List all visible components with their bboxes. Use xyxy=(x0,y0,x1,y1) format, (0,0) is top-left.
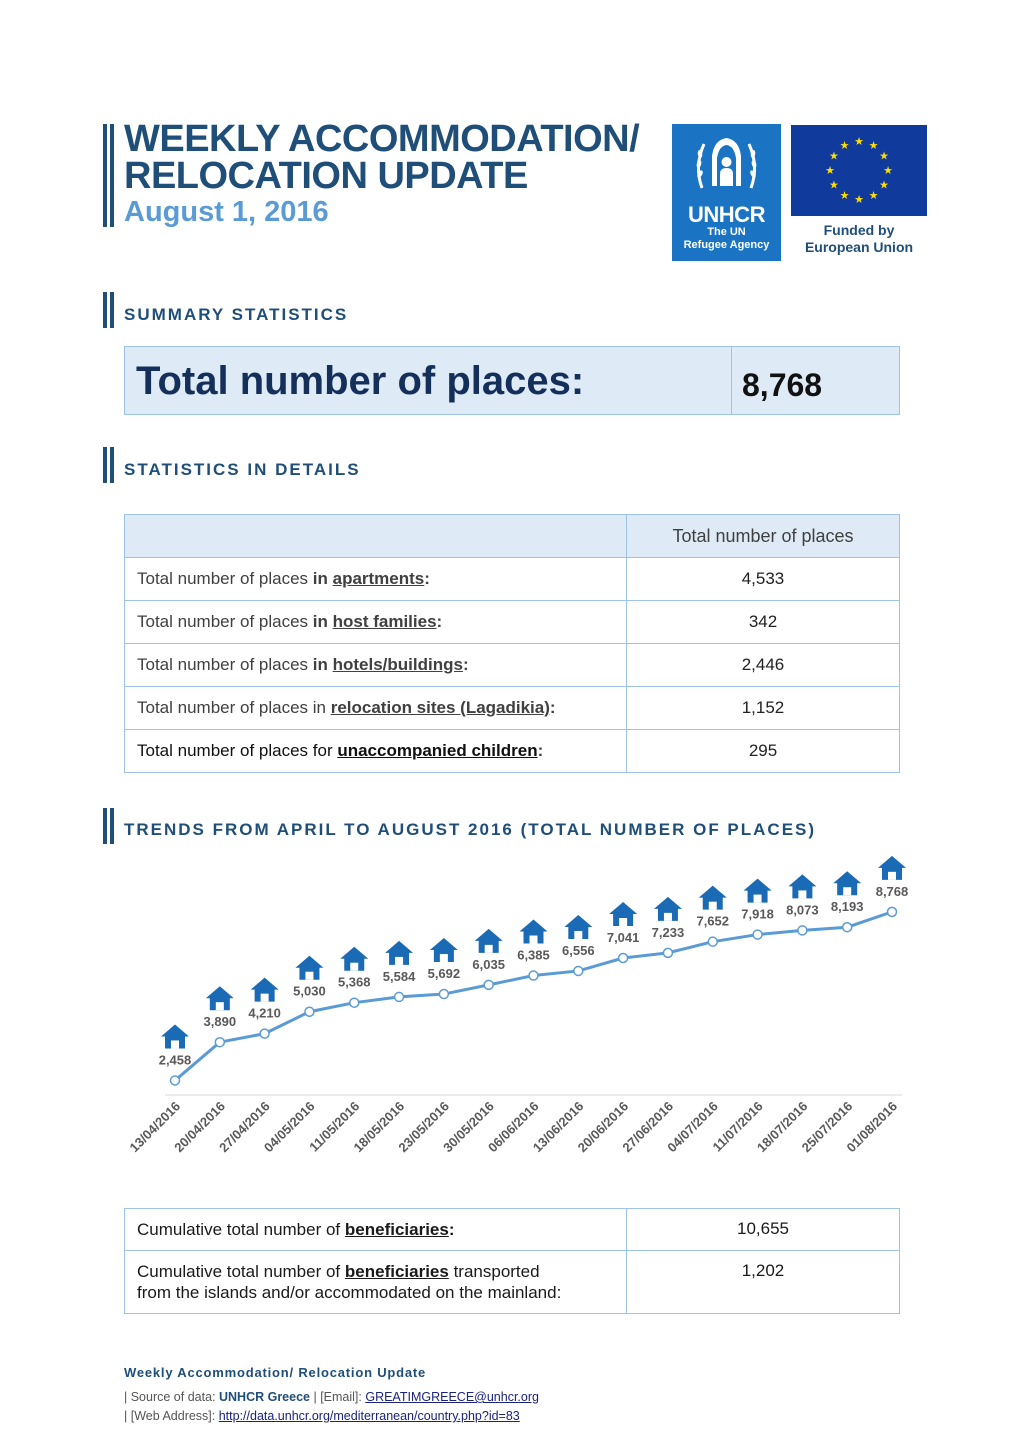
house-door-icon xyxy=(888,872,896,880)
data-label: 7,918 xyxy=(741,906,774,922)
data-label: 7,233 xyxy=(651,924,685,940)
house-door-icon xyxy=(171,1040,179,1048)
x-tick-label: 18/05/2016 xyxy=(350,1098,408,1156)
data-point xyxy=(574,966,583,975)
data-point xyxy=(171,1076,180,1085)
details-header-row xyxy=(125,515,900,558)
row-label-underlined: beneficiaries xyxy=(344,1262,449,1281)
data-point xyxy=(439,990,448,999)
row-label-line2: from the islands and/or accommodated on the mainland: xyxy=(137,1283,562,1302)
data-point xyxy=(215,1038,224,1047)
footer-source-label: | Source of data: xyxy=(124,1390,219,1404)
eu-star-icon: ★ xyxy=(854,136,864,148)
house-door-icon xyxy=(395,957,403,965)
data-label: 5,584 xyxy=(382,968,416,984)
footer-web-label: | [Web Address]: xyxy=(124,1409,219,1423)
row-label-colon: : xyxy=(462,655,469,674)
row-label-text: Total number of places xyxy=(137,569,313,588)
x-tick-label: 27/04/2016 xyxy=(216,1098,273,1156)
house-door-icon xyxy=(530,936,538,944)
house-door-icon xyxy=(798,890,806,898)
unhcr-subtitle-line2: Refugee Agency xyxy=(683,239,770,251)
page-date: August 1, 2016 xyxy=(124,196,329,228)
x-tick-label: 04/07/2016 xyxy=(664,1098,721,1156)
section-accent-bar xyxy=(103,808,107,844)
row-label-colon: : xyxy=(424,569,430,588)
beneficiaries-table xyxy=(124,1208,900,1314)
row-label xyxy=(125,644,627,687)
details-table xyxy=(124,514,900,773)
x-tick-label: 23/05/2016 xyxy=(395,1098,452,1156)
row-label-bold: in xyxy=(312,569,333,588)
x-tick-label: 30/05/2016 xyxy=(440,1098,497,1156)
row-label-bold: in xyxy=(312,655,333,674)
eu-funding-text xyxy=(791,222,927,256)
data-point xyxy=(663,948,672,957)
eu-funding-line1: Funded by xyxy=(823,222,895,238)
trends-line-chart xyxy=(100,845,930,1175)
data-point xyxy=(798,926,807,935)
data-point xyxy=(260,1029,269,1038)
section-accent-bar xyxy=(103,292,107,328)
row-label-text: transported xyxy=(448,1262,540,1281)
row-label-text: Total number of places xyxy=(137,655,313,674)
footer-web-line xyxy=(124,1409,520,1423)
row-label xyxy=(125,1251,627,1314)
footer-email-label: | [Email]: xyxy=(310,1390,366,1404)
row-label-bold: in xyxy=(312,612,333,631)
row-label-text: Cumulative total number of xyxy=(137,1220,345,1239)
footer-title: Weekly Accommodation/ Relocation Update xyxy=(124,1365,427,1380)
row-value: 295 xyxy=(627,730,900,773)
row-label xyxy=(125,558,627,601)
row-value: 1,152 xyxy=(627,687,900,730)
row-label-underlined: relocation sites (Lagadikia) xyxy=(330,698,550,717)
data-label: 7,041 xyxy=(606,929,640,945)
footer-source-value: UNHCR Greece xyxy=(218,1390,310,1404)
row-label-colon: : xyxy=(448,1220,455,1239)
x-tick-label: 01/08/2016 xyxy=(843,1098,901,1156)
data-point xyxy=(843,923,852,932)
x-tick-label: 04/05/2016 xyxy=(260,1098,318,1156)
x-tick-label: 18/07/2016 xyxy=(753,1098,811,1156)
data-point xyxy=(708,937,717,946)
data-label: 5,692 xyxy=(427,966,461,982)
eu-star-icon: ★ xyxy=(825,165,835,177)
row-label xyxy=(125,730,627,773)
header-accent-bar xyxy=(103,124,107,227)
footer-source-line xyxy=(124,1390,539,1404)
data-label: 3,890 xyxy=(203,1014,237,1030)
data-label: 2,458 xyxy=(158,1052,192,1068)
row-value: 10,655 xyxy=(627,1209,900,1251)
total-places-label: Total number of places: xyxy=(136,359,585,403)
row-label-colon: : xyxy=(549,698,556,717)
row-value: 4,533 xyxy=(627,558,900,601)
table-row xyxy=(125,687,900,730)
row-label-underlined: apartments xyxy=(332,569,425,588)
footer-email-link[interactable]: GREATIMGREECE@unhcr.org xyxy=(365,1390,539,1404)
footer-web-link[interactable]: http://data.unhcr.org/mediterranean/country.php?id=83 xyxy=(218,1409,520,1423)
data-label: 6,385 xyxy=(517,947,550,963)
data-label: 8,193 xyxy=(830,899,864,915)
details-heading: STATISTICS IN DETAILS xyxy=(124,460,361,479)
unhcr-emblem-icon xyxy=(692,130,761,200)
details-column-header: Total number of places xyxy=(627,515,900,558)
data-point xyxy=(888,907,897,916)
x-tick-label: 06/06/2016 xyxy=(484,1098,542,1156)
eu-star-icon: ★ xyxy=(828,150,839,163)
row-label-colon: : xyxy=(537,741,544,760)
eu-flag xyxy=(791,125,927,216)
eu-star-icon: ★ xyxy=(883,165,893,177)
row-label-underlined: host families xyxy=(332,612,437,631)
data-point xyxy=(350,998,359,1007)
page-title-line1: WEEKLY ACCOMMODATION/ xyxy=(124,118,640,160)
house-door-icon xyxy=(485,945,493,953)
data-label: 6,556 xyxy=(562,942,595,958)
x-tick-label: 13/04/2016 xyxy=(126,1098,184,1156)
data-point xyxy=(395,992,404,1001)
eu-star-icon: ★ xyxy=(839,139,850,152)
house-door-icon xyxy=(709,902,717,910)
table-row xyxy=(125,601,900,644)
x-tick-label: 11/07/2016 xyxy=(709,1098,766,1155)
row-label-underlined: hotels/buildings xyxy=(332,655,463,674)
eu-star-icon: ★ xyxy=(839,190,850,203)
data-point xyxy=(529,971,538,980)
page-title xyxy=(124,118,640,197)
house-door-icon xyxy=(440,954,448,962)
eu-star-icon: ★ xyxy=(879,179,890,192)
table-row xyxy=(125,644,900,687)
row-label-underlined: unaccompanied children xyxy=(337,741,538,760)
row-label-text: Total number of places in xyxy=(137,698,331,717)
section-accent-bar xyxy=(110,447,114,483)
table-row xyxy=(125,730,900,773)
house-door-icon xyxy=(843,887,851,895)
eu-funding-line2: European Union xyxy=(804,239,914,255)
eu-star-icon: ★ xyxy=(828,179,839,192)
data-point xyxy=(619,953,628,962)
data-label: 6,035 xyxy=(472,956,505,972)
row-value: 2,446 xyxy=(627,644,900,687)
total-places-divider xyxy=(731,346,732,415)
house-door-icon xyxy=(754,895,762,903)
data-point xyxy=(305,1007,314,1016)
x-tick-label: 11/05/2016 xyxy=(306,1098,363,1155)
data-label: 5,030 xyxy=(293,983,326,999)
section-accent-bar xyxy=(103,447,107,483)
unhcr-name: UNHCR xyxy=(688,202,765,227)
eu-star-icon: ★ xyxy=(879,150,890,163)
eu-stars-icon xyxy=(791,125,927,216)
unhcr-logo xyxy=(672,124,781,261)
unhcr-subtitle xyxy=(672,226,781,252)
data-label: 8,073 xyxy=(786,902,819,918)
details-header-blank xyxy=(125,515,627,558)
eu-star-icon: ★ xyxy=(868,139,879,152)
data-label: 4,210 xyxy=(248,1005,281,1021)
data-label: 5,368 xyxy=(337,974,371,990)
x-tick-label: 27/06/2016 xyxy=(619,1098,677,1156)
data-label: 7,652 xyxy=(696,913,730,929)
row-label xyxy=(125,1209,627,1251)
house-door-icon xyxy=(305,972,313,980)
x-tick-label: 13/06/2016 xyxy=(529,1098,587,1156)
section-accent-bar xyxy=(110,808,114,844)
row-label-text: Cumulative total number of xyxy=(137,1262,345,1281)
row-value: 342 xyxy=(627,601,900,644)
table-row xyxy=(125,1209,900,1251)
house-door-icon xyxy=(261,994,269,1002)
house-door-icon xyxy=(664,913,672,921)
house-door-icon xyxy=(574,931,582,939)
table-row xyxy=(125,558,900,601)
house-door-icon xyxy=(216,1002,224,1010)
eu-star-icon: ★ xyxy=(854,194,864,206)
trends-heading: TRENDS FROM APRIL TO AUGUST 2016 (TOTAL NUMBER OF PLACES) xyxy=(124,820,817,839)
row-label-text: Total number of places xyxy=(137,612,313,631)
data-point xyxy=(484,980,493,989)
eu-star-icon: ★ xyxy=(868,190,879,203)
page-title-line2: RELOCATION UPDATE xyxy=(124,155,528,197)
row-label xyxy=(125,687,627,730)
unhcr-subtitle-line1: The UN xyxy=(707,226,746,238)
x-tick-label: 20/04/2016 xyxy=(171,1098,228,1156)
house-door-icon xyxy=(619,918,627,926)
row-value: 1,202 xyxy=(627,1251,900,1314)
x-tick-label: 25/07/2016 xyxy=(798,1098,856,1156)
section-accent-bar xyxy=(110,292,114,328)
total-places-value: 8,768 xyxy=(742,367,823,403)
data-point xyxy=(753,930,762,939)
x-tick-label: 20/06/2016 xyxy=(574,1098,632,1156)
header-accent-bar xyxy=(110,124,114,227)
row-label xyxy=(125,601,627,644)
table-row xyxy=(125,1251,900,1314)
house-door-icon xyxy=(350,963,358,971)
row-label-text: Total number of places for xyxy=(137,741,338,760)
summary-heading: SUMMARY STATISTICS xyxy=(124,305,349,324)
row-label-colon: : xyxy=(436,612,443,631)
row-label-underlined: beneficiaries xyxy=(344,1220,449,1239)
data-label: 8,768 xyxy=(875,883,909,899)
